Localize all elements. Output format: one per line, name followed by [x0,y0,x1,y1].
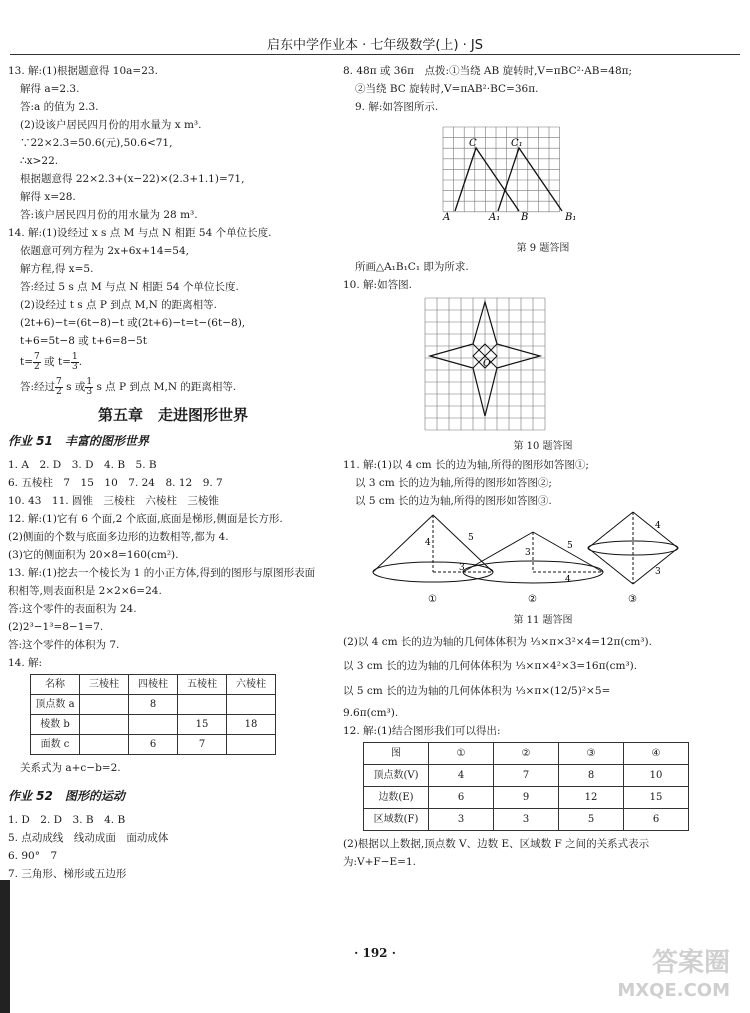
table-cell: 6 [624,809,689,831]
table-cell [80,695,129,715]
table-row [31,675,276,695]
q14-block [8,224,338,350]
table-cell: 15 [178,715,227,735]
cone1-r: 3 [459,563,465,573]
volume-3: 以 5 cm 长的边为轴的几何体体积为 ⅓×π×(12/5)²×5= [343,685,611,697]
watermark-url: MXQE.COM [617,980,730,1001]
table-cell: 8 [559,765,624,787]
table-row [364,743,689,765]
cone2-label: ② [528,594,537,605]
q13-line: 解得 a=2.3. [20,83,80,95]
q13-line: 根据题意得 22×2.3+(x−22)×(2.3+1.1)=71, [20,173,245,185]
hw51-line: 答:这个零件的体积为 7. [8,639,120,651]
cone1-label: ① [428,594,437,605]
q12b-line: (2)根据以上数据,顶点数 V、边数 E、区域数 F 之间的关系式表示 [343,838,650,850]
q13-line: (2)设该户居民四月份的用水量为 x m³. [20,119,202,131]
cone1-s: 5 [468,533,474,543]
q14-line: 依题意可列方程为 2x+6x+14=54, [20,245,189,257]
right-column [343,62,743,871]
table-cell [80,715,129,735]
rtop-line: 9. 解:如答图所示. [355,101,439,113]
volume-1: (2)以 4 cm 长的边为轴的几何体体积为 ⅓×π×3²×4=12π(cm³). [343,636,652,648]
table-cell: 棱数 b [31,715,80,735]
table-cell: 18 [227,715,276,735]
table-row [31,735,276,755]
table-cell: 9 [494,787,559,809]
table-cell: 7 [178,735,227,755]
volume-4: 9.6π(cm³). [343,707,399,719]
table-cell: 边数(E) [364,787,429,809]
table-cell: 6 [129,735,178,755]
hw51-line: (3)它的侧面积为 20×8=160(cm²). [8,549,179,561]
table-cell: 6 [429,787,494,809]
q13-line: 答:a 的值为 2.3. [20,101,99,113]
table-cell [80,735,129,755]
table-cell: 三棱柱 [80,675,129,695]
label-B: B [521,212,529,223]
table-cell: 7 [494,765,559,787]
label-A: A [443,212,451,223]
q13-block [8,62,338,224]
watermark [617,949,730,1005]
q14-line: 答:经过 5 s 点 M 与点 N 相距 54 个单位长度. [20,281,239,293]
hw51-title: 作业 51 丰富的图形世界 [8,434,149,448]
cone2-h: 3 [525,548,531,558]
volume-2: 以 3 cm 长的边为轴的几何体体积为 ⅓×π×4²×3=16π(cm³). [343,660,638,672]
hw51-line: 10. 43 11. 圆锥 三棱柱 六棱柱 三棱锥 [8,495,219,507]
hw51-line: 1. A 2. D 3. D 4. B 5. B [8,459,157,471]
q13-line: 13. 解:(1)根据题意得 10a=23. [8,65,158,77]
q13-line: ∵22×2.3=50.6(元),50.6<71, [20,137,173,149]
q13-line: 解得 x=28. [20,191,76,203]
hw52-line: 6. 90° 7 [8,850,58,862]
binding-edge [0,880,10,1013]
q14-line: 解方程,得 x=5. [20,263,94,275]
label-A1: A₁ [489,212,501,223]
q11-line: 11. 解:(1)以 4 cm 长的边为轴,所得的图形如答图①; [343,459,589,471]
q13-line: 答:该户居民四月份的用水量为 28 m³. [20,209,198,221]
label-C1: C₁ [511,138,523,149]
hw51-line: 6. 五棱柱 7 15 10 7. 24 8. 12 9. 7 [8,477,223,489]
q14-line: t+6=5t−8 或 t+6=8−5t [20,335,147,347]
table-cell: 8 [129,695,178,715]
table-cell: 名称 [31,675,80,695]
table-cell: 顶点数 a [31,695,80,715]
q12b-block [343,835,743,871]
cone3-b: 3 [655,567,661,577]
q14-line: (2t+6)−t=(6t−8)−t 或(2t+6)−t=t−(6t−8), [20,317,246,329]
q14-line: 14. 解:(1)设经过 x s 点 M 与点 N 相距 54 个单位长度. [8,227,272,239]
prism-table [30,674,276,755]
table-cell: 3 [494,809,559,831]
fig10-caption: 第 10 题答图 [513,441,573,452]
table-row [364,809,689,831]
table-row [31,715,276,735]
hw51-line: 积相等,则表面积是 2×2×6=24. [8,585,162,597]
cone2-s: 5 [567,541,573,551]
label-C: C [469,138,477,149]
figure-11 [343,510,743,606]
table-cell: 3 [429,809,494,831]
table-cell: 四棱柱 [129,675,178,695]
fig11-caption: 第 11 题答图 [513,615,573,626]
table-cell [227,735,276,755]
fig9-caption: 第 9 题答图 [516,243,570,254]
hw52-line: 1. D 2. D 3. B 4. B [8,814,126,826]
q13-line: ∴x>22. [20,155,59,167]
t-solution: t= $\frac{7}{2}$ 或 t= $\frac{1}{3}$ . [20,351,83,372]
watermark-text: 答案圈 [651,948,730,978]
q8-q9-block [343,62,743,116]
table-cell: 10 [624,765,689,787]
table-cell: 五棱柱 [178,675,227,695]
table-cell: ④ [624,743,689,765]
hw51-line: (2)侧面的个数与底面多边形的边数相等,都为 4. [8,531,229,543]
q11-line: 以 5 cm 长的边为轴,所得的图形如答图③. [355,495,552,507]
rtop-line: ②当绕 BC 旋转时,V=πAB²·BC=36π. [355,83,539,95]
header-rule [10,54,740,55]
q12b-line: 为:V+F−E=1. [343,856,416,868]
page-number: · 192 · [354,946,396,960]
q11-line: 以 3 cm 长的边为轴,所得的图形如答图②; [355,477,552,489]
hw51-block [8,456,338,672]
q14-answer: 答:经过 $\frac{7}{2}$ s 或 $\frac{1}{3}$ s 点 P 到点 M,N 的距离相等. [20,376,237,397]
table-row [364,787,689,809]
hw52-line: 7. 三角形、梯形或五边形 [8,868,127,880]
table-cell: 4 [429,765,494,787]
cone2-r: 4 [565,575,571,585]
left-column [8,62,338,883]
table-cell: 顶点数(V) [364,765,429,787]
rtop-line: 8. 48π 或 36π 点拨:①当绕 AB 旋转时,V=πBC²·AB=48π; [343,65,633,77]
table-row [31,695,276,715]
table-cell: 5 [559,809,624,831]
q11-block [343,456,743,510]
hw51-line: (2)2³−1³=8−1=7. [8,621,104,633]
table-cell: 区域数(F) [364,809,429,831]
hw52-block [8,811,338,883]
table-cell: 12 [559,787,624,809]
table-cell [129,715,178,735]
table-cell: ③ [559,743,624,765]
cone3-a: 4 [655,521,661,531]
label-B1: B₁ [565,212,577,223]
label-O: O [483,359,491,369]
page-header: 启东中学作业本 · 七年级数学(上) · JS [266,38,484,53]
cone1-h: 4 [425,538,431,548]
figure-10 [343,294,743,432]
after9: 所画△A₁B₁C₁ 即为所求. [355,261,469,273]
table-cell: ① [429,743,494,765]
graph-table [363,742,689,831]
hw52-title: 作业 52 图形的运动 [8,789,125,803]
chapter-title: 第五章 走进图形世界 [97,406,248,424]
hw51-line: 13. 解:(1)挖去一个棱长为 1 的小正方体,得到的图形与原图形表面 [8,567,316,579]
table-row [364,765,689,787]
relation-line: 关系式为 a+c−b=2. [20,762,121,774]
table-cell [178,695,227,715]
q14-line: (2)设经过 t s 点 P 到点 M,N 的距离相等. [20,299,218,311]
q12-line: 12. 解:(1)结合图形我们可以得出: [343,725,501,737]
q10-line: 10. 解:如答图. [343,279,412,291]
hw51-line: 12. 解:(1)它有 6 个面,2 个底面,底面是梯形,侧面是长方形. [8,513,283,525]
table-cell: 六棱柱 [227,675,276,695]
figure-9 [343,116,743,234]
table-cell: 15 [624,787,689,809]
table-cell [227,695,276,715]
table-cell: 面数 c [31,735,80,755]
hw52-line: 5. 点动成线 线动成面 面动成体 [8,832,169,844]
hw51-line: 答:这个零件的表面积为 24. [8,603,137,615]
table-cell: ② [494,743,559,765]
hw51-line: 14. 解: [8,657,43,669]
cone3-label: ③ [628,594,637,605]
table-cell: 图 [364,743,429,765]
